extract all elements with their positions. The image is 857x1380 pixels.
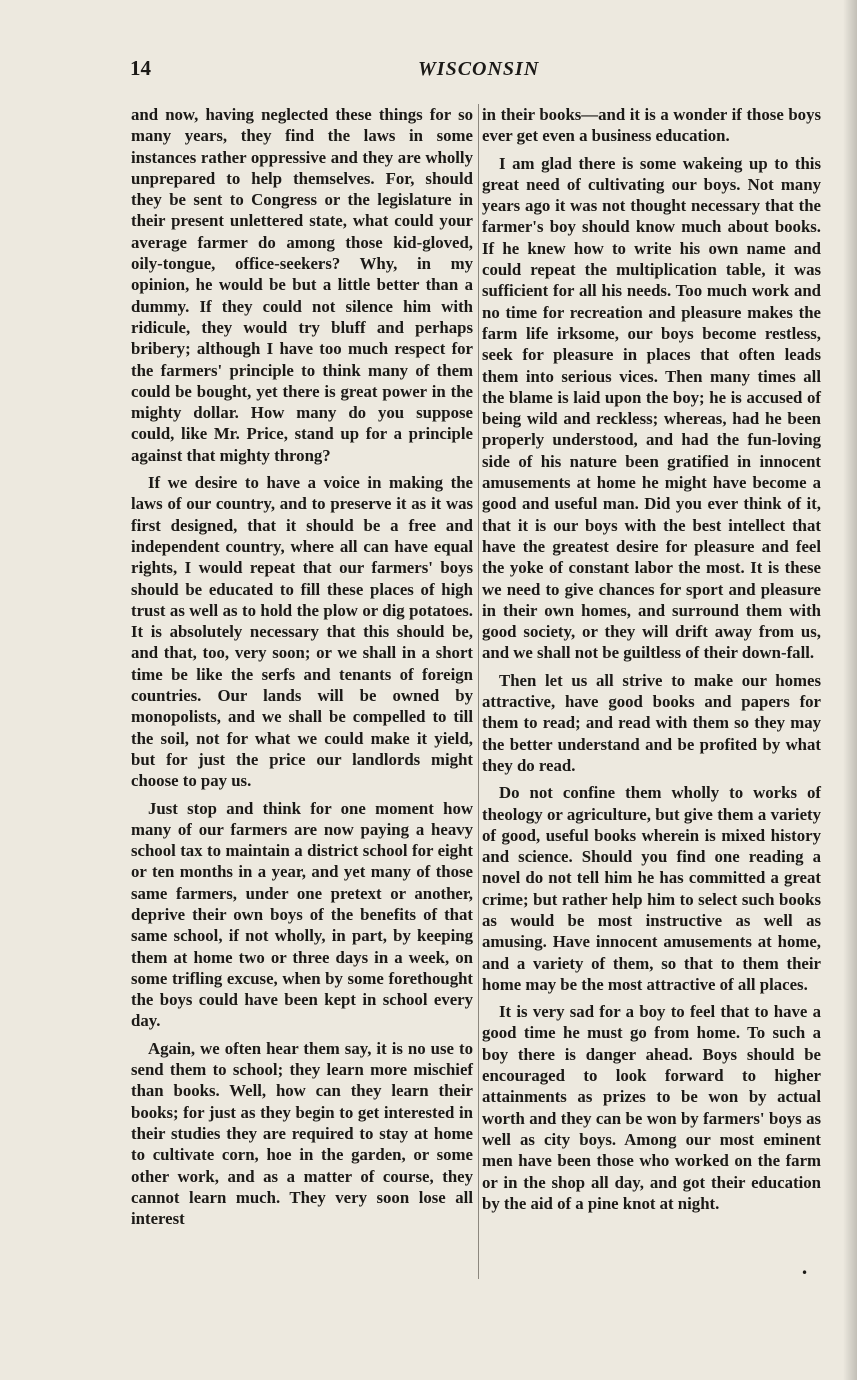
paragraph: It is very sad for a boy to feel that to have a good time he must go from home. To such a boy there is danger ahead. Boys should be encouraged to look forward to higher attainments as prizes to be won by actual worth and they can be won by farmers' boys as well as city boys. Among our most eminent men have been those who worked on the farm or in the shop all day, and got their education by the aid of a pine knot at night. [482,1002,821,1213]
page-header [0,50,857,90]
paragraph: Just stop and think for one moment how many of our farmers are now paying a heavy school tax to maintain a district school for eight or ten months in a year, and yet many of those same farmers, under one pretext or another, deprive their own boys of the benefits of that same school, if not wholly, in part, by keeping them at home two or three days in a week, on some trifling excuse, when by some forethought the boys could have been kept in school every day. [131,798,473,1031]
paragraph: Then let us all strive to make our homes attractive, have good books and papers for them to read; and read with them so they may the better understand and be profited by what they do read. [482,670,821,775]
paragraph: and now, having neglected these things for so many years, they find the laws in some instances rather oppressive and they are wholly unprepared to help themselves. For, should they be sent to Congress or the legislature in their present unlettered state, what could your average farmer do among those kid-gloved, oily-tongue, office-seekers? Why, in my opinion, he would be but a little better than a dummy. If they could not silence him with ridicule, they would try bluff and perhaps bribery; although I have too much respect for the farmers' principle to think many of them could be bought, yet there is great power in the mighty dollar. How many do you suppose could, like Mr. Price, stand up for a principle against that mighty throng? [131,105,473,465]
right-column [482,104,821,1214]
ink-speck: • [801,1266,809,1280]
paragraph: in their books—and it is a wonder if those boys ever get even a business education. [482,105,821,146]
paragraph: Again, we often hear them say, it is no use to send them to school; they learn more mischief than books. Well, how can they learn their books; for just as they begin to get interested in their studies they are required to stay at home to cultivate corn, hoe in the garden, or some other work, and as a matter of course, they cannot learn much. They very soon lose all interest [131,1038,473,1229]
running-title: WISCONSIN [418,58,540,80]
column-divider [478,104,479,1279]
page-number: 14 [130,56,151,80]
page-edge-shadow [843,0,857,1380]
paragraph: If we desire to have a voice in making the laws of our country, and to preserve it as it was first designed, that it should be a free and independent country, where all can have equal rights, I would repeat that our farmers' boys should be educated to fill these places of high trust as well as to hold the plow or dig potatoes. It is absolutely necessary that this should be, and that, too, very soon; or we shall in a short time be like the serfs and tenants of foreign countries. Our lands will be owned by monopolists, and we shall be compelled to till the soil, not for what we could make it yield, but for just the price our landlords might choose to pay us. [131,473,473,791]
left-column [131,104,473,1229]
paragraph: Do not confine them wholly to works of theology or agriculture, but give them a variety of good, useful books wherein is mixed history and science. Should you find one reading a novel do not tell him he has committed a great crime; but rather help him to select such books as would be most instructive as well as amusing. Have innocent amusements at home, and a variety of them, so that to them their home may be the most attractive of all places. [482,783,821,994]
paragraph: I am glad there is some wakeing up to this great need of cultivating our boys. Not many years ago it was not thought necessary that the farmer's boy should know much about books. If he knew how to write his own name and could repeat the multiplication table, it was sufficient for all his needs. Too much work and no time for recreation and pleasure makes the farm life irksome, our boys become restless, seek for pleasure in places that often leads them into serious vices. Then many times all the blame is laid upon the boy; he is accused of being wild and reckless; whereas, had he been properly understood, and had the fun-loving side of his nature been gratified in innocent amusements at home he might have become a good and useful man. Did you ever think of it, that it is our boys with the best intellect that have the greatest desire for pleasure and feel the yoke of constant labor the most. It is these we need to give chances for sport and pleasure in their own homes, and surround them with good society, or they will drift away from us, and we shall not be guiltless of their down-fall. [482,153,821,663]
